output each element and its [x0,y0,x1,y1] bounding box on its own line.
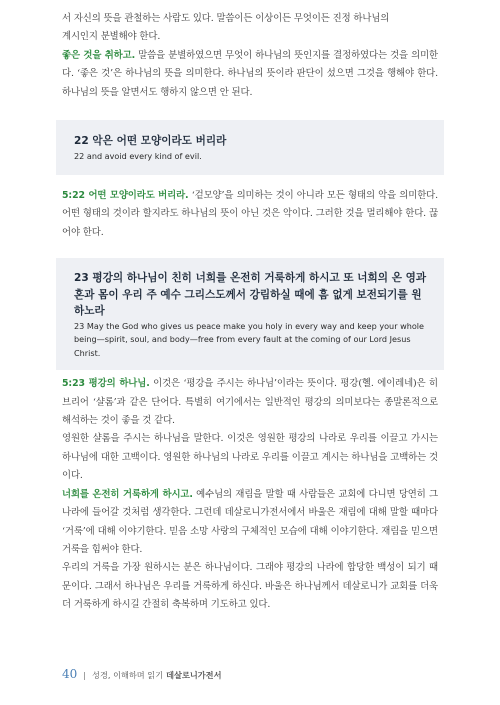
paragraph-5-22 [62,187,438,242]
text-hold-good: 말씀을 분별하였으면 무엇이 하나님의 뜻인지를 결정하였다는 것을 의미한다. ‘좋은 것’은 하나님의 뜻을 의미한다. 하나님의 뜻이라 판단이 섰으면 그것을 행해야 한다. 하나님의 뜻을 알면서도 행하지 않으면 안 된다. [62,49,439,98]
verse-box-23 [56,258,444,370]
paragraph-hold-good [62,47,438,102]
highlight-5-22: 5:22 어떤 모양이라도 버리라. [62,190,189,202]
paragraph-last: 우리의 거룩을 가장 원하시는 분은 하나님이다. 그래야 평강의 나라에 합당한 백성이 되기 때문이다. 그래서 하나님은 우리를 거룩하게 하신다. 바울은 하나님께서 데살로니가 교회를 더욱더 거룩하게 하시길 간절히 축복하며 기도하고 있다. [62,562,438,611]
intro-line-2: 계시인지 분별해야 한다. [62,31,161,43]
intro-paragraph [62,0,438,47]
paragraph-5-23 [62,375,438,430]
verse-23-english: 23 May the God who gives us peace make you holy in every way and keep your whole being—spirit, soul, and body—free from every fault at the coming of our Lord Jesus Christ. [74,320,425,358]
verse-22-english: 22 and avoid every kind of evil. [74,150,202,161]
paragraph-make-holy [62,486,438,560]
page-number: 40 [62,667,78,681]
verse-22-korean: 22 악은 어떤 모양이라도 버리라 [74,135,227,148]
text-make-holy: 예수님의 재림을 말할 때 사람들은 교회에 다니면 당연히 그 나라에 들어갈 것처럼 생각한다. 그런데 데살로니가전서에서 바울은 재림에 대해 말할 때마다 ‘거룩’에 대해 이야기한다. 믿음 소망 사랑의 구체적인 모습에 대해 이야기한다. 재림을 믿으면 거룩을 힘써야 한다. [62,488,439,555]
text-5-22: ‘겉모양’을 의미하는 것이 아니라 모든 형태의 악을 의미한다. 어떤 형태의 것이라 할지라도 하나님의 뜻이 아닌 것은 악이다. 그러한 것을 멀리해야 한다. 끊어야 한다. [62,190,439,238]
verse-23-korean: 23 평강의 하나님이 친히 너희를 온전히 거룩하게 하시고 또 너희의 온 영과 혼과 몸이 우리 주 예수 그리스도께서 강림하실 때에 흠 없게 보전되기를 원하노라 [74,272,427,318]
intro-line-1: 서 자신의 뜻을 관철하는 사람도 있다. 말씀이든 이상이든 무엇이든 진정 하나님의 [62,13,390,24]
paragraph-eternal-peace: 영원한 샬롬을 주시는 하나님을 말한다. 이것은 영원한 평강의 나라로 우리를 이끌고 가시는 하나님에 대한 고백이다. 영원한 하나님의 나라로 우리를 이끌고 계시는 하나님을 고백하는 것이다. [62,433,438,482]
footer-separator: | [83,670,87,680]
footer-book-title: 데살로니가전서 [166,670,222,680]
highlight-hold-good: 좋은 것을 취하고. [62,49,136,61]
page-footer [62,667,222,681]
highlight-5-23: 5:23 평강의 하나님. [62,378,150,390]
highlight-make-holy: 너희를 온전히 거룩하게 하시고. [62,488,193,500]
text-5-23: 이것은 ‘평강을 주시는 하나님’이라는 뜻이다. 평강(헬. 에이레네)은 히브리어 ‘샬롬’과 같은 단어다. 특별히 여기에서는 일반적인 평강의 의미보다는 종말론적으로 해석하는 것이 좋을 것 같다. [62,378,438,427]
verse-box-22 [56,120,444,175]
footer-series: 성경, 이해하며 읽기 [92,670,164,680]
